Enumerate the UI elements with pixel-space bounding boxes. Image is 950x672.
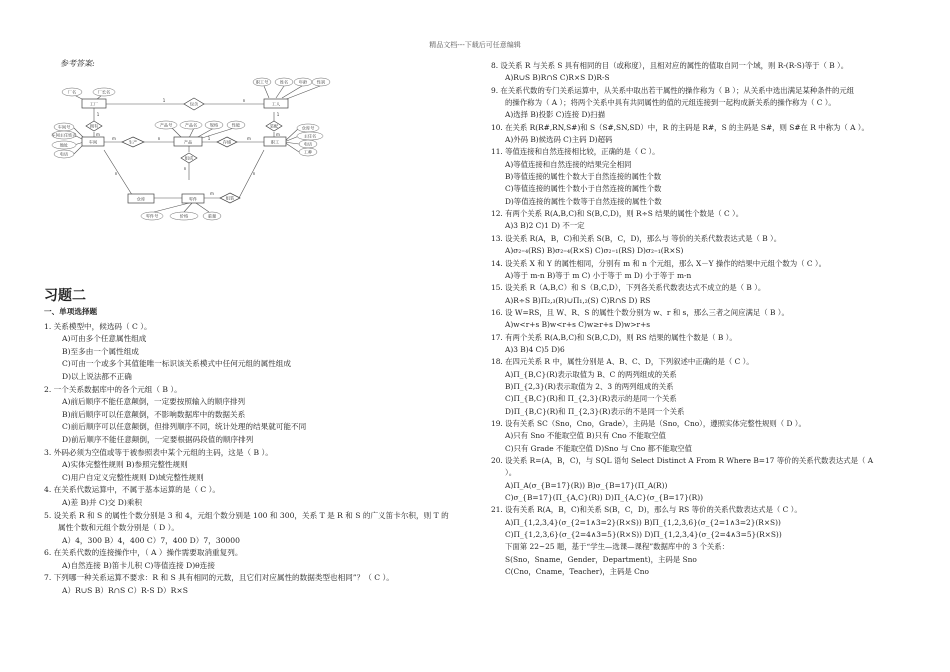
text-line: 14. 设关系 X 和 Y 的属性相同，分别有 m 和 n 个元组，那么 X－Y 操作的结果中元组个数为（ C ）。: [491, 258, 826, 268]
text-line: A)等于 m-n B)等于 m C) 小于等于 m D) 小于等于 m-n: [505, 270, 692, 280]
text-line: A)3 B)4 C)5 D)6: [505, 344, 565, 354]
text-line: A)Π_A(σ_{B=17}(R)) B)σ_{B=17}(Π_A(R)): [505, 480, 668, 490]
attribute-label: 零件号: [145, 213, 159, 219]
text-line: D)前后顺序不能任意颠倒，一定要根据码段值的顺序排列: [62, 434, 254, 444]
text-line: C)可由一个或多个其值能唯一标识该关系模式中任何元组的属性组成: [62, 359, 291, 369]
attribute-label: 电话: [303, 141, 313, 147]
text-line: A)等值连接和自然连接的结果完全相同: [505, 159, 632, 169]
text-line: 11. 等值连接和自然连接相比较，正确的是（ C ）。: [491, 147, 660, 157]
entity-label: 工人: [271, 101, 281, 107]
cardinality-label: 1: [276, 112, 280, 117]
attribute-label: 姓名: [279, 79, 289, 85]
section-heading: 一、单项选择题: [44, 307, 98, 316]
text-line: A)Π_{1,2,3,4}(σ_{2=1∧3=2}(R×S)) B)Π_{1,2,3,6}(σ_{2=1∧3=2}(R×S)): [505, 517, 781, 527]
attribute-label: 年龄: [298, 79, 308, 85]
text-line: C)等值连接的属性个数小于自然连接的属性个数: [505, 184, 662, 194]
text-line: A）R∪S B）R∩S C）R-S D）R×S: [62, 586, 188, 596]
attribute-label: 车间主任姓名: [51, 132, 77, 138]
text-line: A)可由多个任意属性组成: [62, 334, 147, 344]
cardinality-label: 1: [207, 136, 211, 141]
page-header: 精品文档---下载后可任意编辑: [429, 41, 521, 49]
text-line: C)用户自定义完整性规则 D)域完整性规则: [62, 472, 204, 482]
cardinality-label: n: [252, 171, 256, 176]
attribute-label: 产品号: [159, 122, 173, 128]
text-line: B)等值连接的属性个数大于自然连接的属性个数: [505, 172, 662, 182]
relationship-label: 存储: [222, 139, 232, 145]
relationship-label: 生产: [128, 139, 138, 145]
text-line: A)差 B)并 C)交 D)乘积: [62, 497, 143, 507]
text-line: A)3 B)2 C)1 D) 不一定: [505, 221, 585, 231]
question-list-left: [44, 321, 464, 598]
text-line: 1. 关系模型中，候选码（ C ）。: [44, 321, 152, 331]
attribute-label: 主任名: [303, 133, 317, 139]
text-line: B)Π_{2,3}(R)表示取值为 2、3 的两列组成的关系: [505, 381, 674, 391]
text-line: D)以上说法都不正确: [62, 371, 132, 381]
text-line: C)σ_{B=17}(Π_{A,C}(R)) D)Π_{A,C}(σ_{B=17}(R)): [505, 493, 704, 503]
text-line: A)R∪S B)R∩S C)R×S D)R-S: [505, 73, 610, 83]
text-line: 5. 设关系 R 和 S 的属性个数分别是 3 和 4，元组个数分别是 100 和 300，关系 T 是 R 和 S 的广义笛卡尔积，则 T 的: [44, 510, 449, 520]
text-line: A)R÷S B)Π₂,₃(R)∪Π₁,₂(S) C)R∩S D) RS: [505, 295, 651, 305]
text-line: A）4，300 B）4，400 C）7，400 D）7，30000: [62, 535, 240, 545]
attribute-label: 产品名: [184, 122, 198, 128]
cardinality-label: m: [96, 132, 100, 137]
text-line: 18. 在四元关系 R 中，属性分别是 A、B、C、D，下列叙述中正确的是（ C ）。: [491, 357, 754, 367]
text-line: 20. 设关系 R=(A，B，C)，与 SQL 语句 Select Distinct A From R Where B=17 等价的关系代数表达式是（ A: [491, 456, 874, 465]
cardinality-label: n: [183, 166, 187, 171]
text-line: 下面第 22~25 题，基于“学生—选课—课程”数据库中的 3 个关系：: [505, 542, 730, 552]
cardinality-label: n: [242, 98, 246, 103]
attribute-label: 价格: [179, 213, 189, 219]
text-line: 的操作称为（ A ）；将两个关系中具有共同属性的值的元组连接到一起构成新关系的操作称为（ C ）。: [505, 98, 836, 108]
cardinality-label: 1: [96, 112, 100, 117]
entity-label: 车间: [88, 139, 98, 145]
text-line: B)至多由一个属性组成: [62, 346, 139, 356]
cardinality-label: m: [112, 136, 116, 141]
text-line: D)等值连接的属性个数等于自然连接的属性个数: [505, 196, 662, 206]
cardinality-label: m: [276, 132, 280, 137]
question-list-right: [491, 60, 921, 578]
text-line: S(Sno，Sname，Gender，Department)，主码是 Sno: [505, 554, 697, 564]
text-line: A)外码 B)候选码 C)主码 D)超码: [505, 135, 613, 145]
section-title: 习题二: [44, 288, 86, 304]
text-line: A)w<r+s B)w<r+s C)w≥r+s D)w>r+s: [505, 320, 651, 330]
relationship-label: 组成: [184, 155, 194, 161]
attribute-label: 工种: [303, 149, 313, 155]
text-line: 8. 设关系 R 与关系 S 具有相同的目（或称度），且相对应的属性的值取自同一个域，则 R-(R-S)等于（ B ）。: [491, 61, 849, 70]
entity-label: 职工: [270, 139, 280, 145]
entity-label: 产品: [183, 139, 193, 145]
text-line: A)Π_{B,C}(R)表示取值为 B、C 的两列组成的关系: [505, 369, 677, 379]
text-line: 17. 有两个关系 R(A,B,C)和 S(B,C,D)，则 RS 结果的属性个数是（ B ）。: [491, 332, 737, 342]
attribute-label: 重量: [207, 213, 217, 219]
attribute-label: 地址: [59, 142, 69, 148]
text-line: 19. 设有关系 SC（Sno，Cno，Grade），主码是（Sno，Cno），遵照实体完整性规则（ D ）。: [491, 418, 806, 428]
relationship-label: 装配: [269, 123, 279, 129]
attribute-label: 性能: [231, 122, 241, 128]
cardinality-label: n: [157, 136, 161, 141]
text-line: C)Π_{1,2,3,6}(σ_{2=4∧3=5}(R×S)) D)Π_{1,2,3,4}(σ_{2=4∧3=5}(R×S)): [505, 530, 782, 540]
text-line: D)Π_{B,C}(R)和 Π_{2,3}(R)表示的不是同一个关系: [505, 406, 685, 416]
attribute-label: 仓库号: [301, 125, 315, 131]
attribute-label: 厂名: [67, 89, 77, 95]
text-line: A)自然连接 B)笛卡儿积 C)等值连接 D)θ连接: [62, 560, 215, 570]
entity-label: 零件: [188, 196, 198, 202]
text-line: 15. 设关系 R（A,B,C）和 S（B,C,D），下列各关系代数表达式不成立的是（ B ）。: [491, 283, 766, 293]
text-line: A)前后顺序不能任意颠倒，一定要按照输入的顺序排列: [62, 397, 246, 407]
text-line: 16. 设 W=RS，且 W、R、S 的属性个数分别为 w、r 和 s，那么三者之间应满足（ B ）。: [491, 307, 789, 317]
cardinality-label: 1: [162, 98, 166, 103]
attribute-label: 性别: [316, 79, 326, 85]
text-line: A)选择 B)投影 C)连接 D)扫描: [505, 110, 606, 120]
relationship-label: 拥有: [89, 123, 99, 129]
text-line: 6. 在关系代数的连接操作中，（ A ）操作需要取消重复列。: [44, 548, 243, 558]
left-column: [44, 306, 464, 598]
attribute-label: 厂长名: [97, 89, 111, 95]
text-line: C)Π_{B,C}(R)和 Π_{2,3}(R)表示的是同一个关系: [505, 394, 677, 404]
text-line: 属性个数和元组个数分别是（ D ）。: [58, 523, 180, 533]
text-line: A)只有 Sno 不能取空值 B)只有 Cno 不能取空值: [505, 431, 666, 441]
text-line: 13. 设关系 R(A，B，C)和关系 S(B，C，D)，那么与 等价的关系代数表达式是（ B ）。: [491, 233, 782, 243]
text-line: C(Cno，Cname，Teacher)，主码是 Cno: [505, 567, 649, 577]
entity-label: 仓库: [136, 196, 146, 202]
relationship-label: 组装: [225, 195, 235, 201]
text-line: 7. 下列哪一种关系运算不要求：R 和 S 具有相同的元数，且它们对应属性的数据类型也相同”？（ C ）。: [44, 573, 394, 583]
text-line: 21. 设有关系 R(A，B，C)和关系 S(B，C，D)，那么与 RS 等价的关系代数表达式是（ C ）。: [491, 505, 802, 515]
text-line: 10. 在关系 R(R#,RN,S#)和 S（S#,SN,SD）中，R 的主码是 R#，S 的主码是 S#，则 S#在 R 中称为（ A ）。: [491, 122, 869, 132]
text-line: ）。: [505, 468, 517, 478]
attribute-label: 职工号: [255, 79, 269, 85]
text-line: 3. 外码必须为空值或等于被参照表中某个元组的主码，这是（ B ）。: [44, 447, 273, 457]
text-line: 12. 有两个关系 R(A,B,C)和 S(B,C,D)，则 R÷S 结果的属性个数是（ C ）。: [491, 209, 744, 219]
attribute-label: 电话: [59, 151, 69, 157]
cardinality-label: n: [114, 171, 118, 176]
text-line: B)前后顺序可以任意颠倒，不影响数据库中的数据关系: [62, 409, 246, 419]
text-line: C)只有 Grade 不能取空值 D)Sno 与 Cno 都不能取空值: [505, 443, 692, 453]
entity-label: 工厂: [89, 101, 99, 107]
answer-label: 参考答案:: [60, 59, 95, 68]
attribute-label: 车间号: [57, 124, 71, 130]
er-diagram: [44, 70, 344, 230]
text-line: 2. 一个关系数据库中的各个元组（ B ）。: [44, 384, 182, 394]
text-line: 4. 在关系代数运算中，不属于基本运算的是（ C ）。: [44, 485, 220, 495]
text-line: A)σ₂₌₄(RS) B)σ₂₌₄(R×S) C)σ₂₌₁(RS) D)σ₂₌₁(R×S): [505, 246, 684, 256]
text-line: 9. 在关系代数的专门关系运算中，从关系中取出若干属性的操作称为（ B ）；从关系中选出满足某种条件的元组: [491, 85, 855, 95]
cardinality-label: m: [247, 136, 251, 141]
relationship-label: 包含: [189, 101, 199, 107]
text-line: A)实体完整性规则 B)参照完整性规则: [62, 460, 188, 470]
text-line: C)前后顺序可以任意颠倒，但排列顺序不同，统计处理的结果就可能不同: [62, 422, 307, 432]
attribute-label: 规格: [209, 122, 219, 128]
cardinality-label: m: [210, 191, 214, 196]
right-column: [491, 60, 921, 578]
